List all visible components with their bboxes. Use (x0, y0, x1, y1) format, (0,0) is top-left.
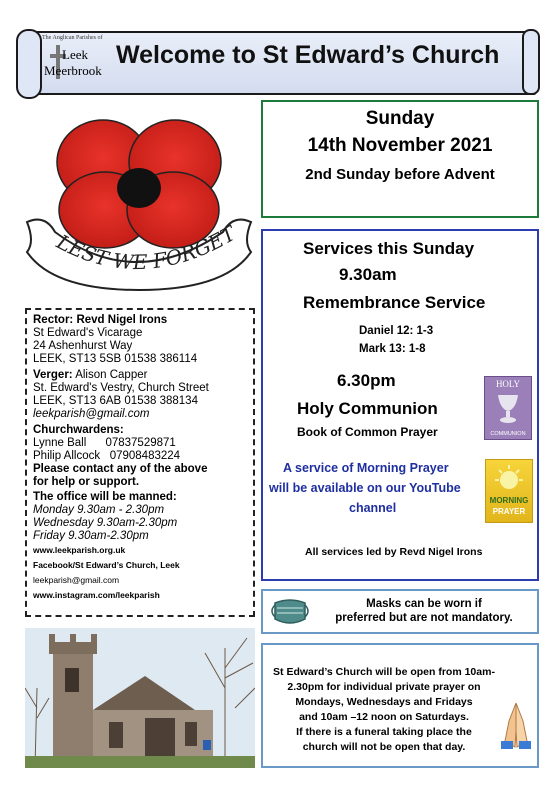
title-banner (14, 27, 542, 97)
service1-name: Remembrance Service (303, 293, 486, 312)
online-line1: A service of Morning Prayer (283, 461, 449, 475)
office-hours-monday: Monday 9.30am - 2.30pm (33, 504, 165, 516)
opening-line-6: church will not be open that day. (302, 741, 466, 753)
service2-time: 6.30pm (337, 371, 396, 390)
praying-hands-icon (499, 701, 533, 751)
service2-name: Holy Communion (297, 399, 438, 418)
opening-line-2: 2.30pm for individual private prayer on (287, 681, 481, 693)
opening-line-5: If there is a funeral taking place the (296, 726, 472, 738)
churchwardens-heading: Churchwardens: (33, 424, 124, 436)
rector-address-3: LEEK, ST13 5SB 01538 386114 (33, 353, 198, 365)
scroll-roll-left (16, 29, 42, 99)
masks-line-2: preferred but are not mandatory. (335, 612, 513, 624)
verger-address-2: LEEK, ST13 6AB 01538 388134 (33, 395, 198, 407)
verger-email[interactable]: leekparish@gmail.com (33, 408, 150, 420)
opening-text (271, 665, 497, 755)
verger-name: Alison Capper (72, 369, 148, 381)
online-line2: will be available on our YouTube (269, 481, 461, 495)
face-mask-icon (269, 595, 311, 629)
masks-notice (261, 589, 539, 634)
contact-note-1: Please contact any of the above (33, 463, 208, 475)
online-line3: channel (349, 501, 397, 515)
service1-time: 9.30am (339, 265, 397, 284)
reading-2: Mark 13: 1-8 (359, 343, 426, 355)
sun-icon (491, 464, 527, 492)
poppy-icon (25, 102, 253, 292)
scroll-roll-right (522, 29, 540, 95)
service2-book: Book of Common Prayer (297, 425, 438, 439)
date-full: 14th November 2021 (307, 135, 493, 156)
morning-icon-caption: PRAYER (492, 507, 526, 516)
led-by: All services led by Revd Nigel Irons (305, 546, 483, 558)
morning-icon-label: MORNING (489, 496, 529, 505)
holy-icon-label: HOLY (495, 379, 521, 389)
rector-heading: Rector: Revd Nigel Irons (33, 314, 168, 326)
chalice-icon (494, 393, 522, 423)
opening-line-4: and 10am –12 noon on Saturdays. (299, 711, 469, 723)
office-hours-wednesday: Wednesday 9.30am-2.30pm (33, 517, 178, 529)
opening-notice (261, 643, 539, 768)
reading-1: Daniel 12: 1-3 (359, 325, 434, 337)
office-hours-friday: Friday 9.30am-2.30pm (33, 530, 149, 542)
rector-address-2: 24 Ashenhurst Way (33, 340, 133, 352)
contact-box (25, 308, 255, 617)
masks-line-1: Masks can be worn if (366, 598, 482, 610)
parish-meerbrook: Meerbrook (44, 63, 102, 78)
liturgical-day: 2nd Sunday before Advent (305, 166, 495, 183)
warden-1: Lynne Ball 07837529871 (33, 437, 176, 449)
email-link[interactable]: leekparish@gmail.com (33, 575, 120, 585)
office-heading: The office will be manned: (33, 491, 177, 503)
morning-prayer-icon (485, 459, 533, 523)
date-box (261, 100, 539, 218)
rector-address-1: St Edward's Vicarage (33, 327, 143, 339)
verger-label: Verger: (33, 369, 73, 381)
opening-line-1: St Edward’s Church will be open from 10am- (273, 666, 495, 678)
parish-leek: Leek (62, 47, 88, 62)
verger-address-1: St. Edward's Vestry, Church Street (33, 382, 209, 394)
page-title: Welcome to St Edward’s Church (116, 41, 500, 69)
masks-text (313, 597, 535, 625)
warden-2: Philip Allcock 07908483224 (33, 450, 181, 462)
church-photo (25, 628, 255, 768)
holy-icon-caption: COMMUNION (490, 431, 526, 437)
contact-note-2: for help or support. (33, 476, 140, 488)
holy-communion-icon (484, 376, 532, 440)
parish-logo (42, 35, 112, 87)
date-day: Sunday (365, 108, 435, 129)
services-box (261, 229, 539, 581)
website-link[interactable]: www.leekparish.org.uk (33, 545, 126, 555)
services-heading: Services this Sunday (303, 239, 475, 258)
opening-line-3: Mondays, Wednesdays and Fridays (295, 696, 473, 708)
instagram-link[interactable]: www.instagram.com/leekparish (33, 590, 160, 600)
parish-logo-caption: The Anglican Parishes of (42, 35, 103, 41)
poppy-panel (25, 102, 253, 292)
ribbon-text: LEST WE FORGET (52, 221, 240, 275)
church-image (25, 628, 255, 768)
facebook-link[interactable]: Facebook/St Edward’s Church, Leek (33, 560, 180, 570)
